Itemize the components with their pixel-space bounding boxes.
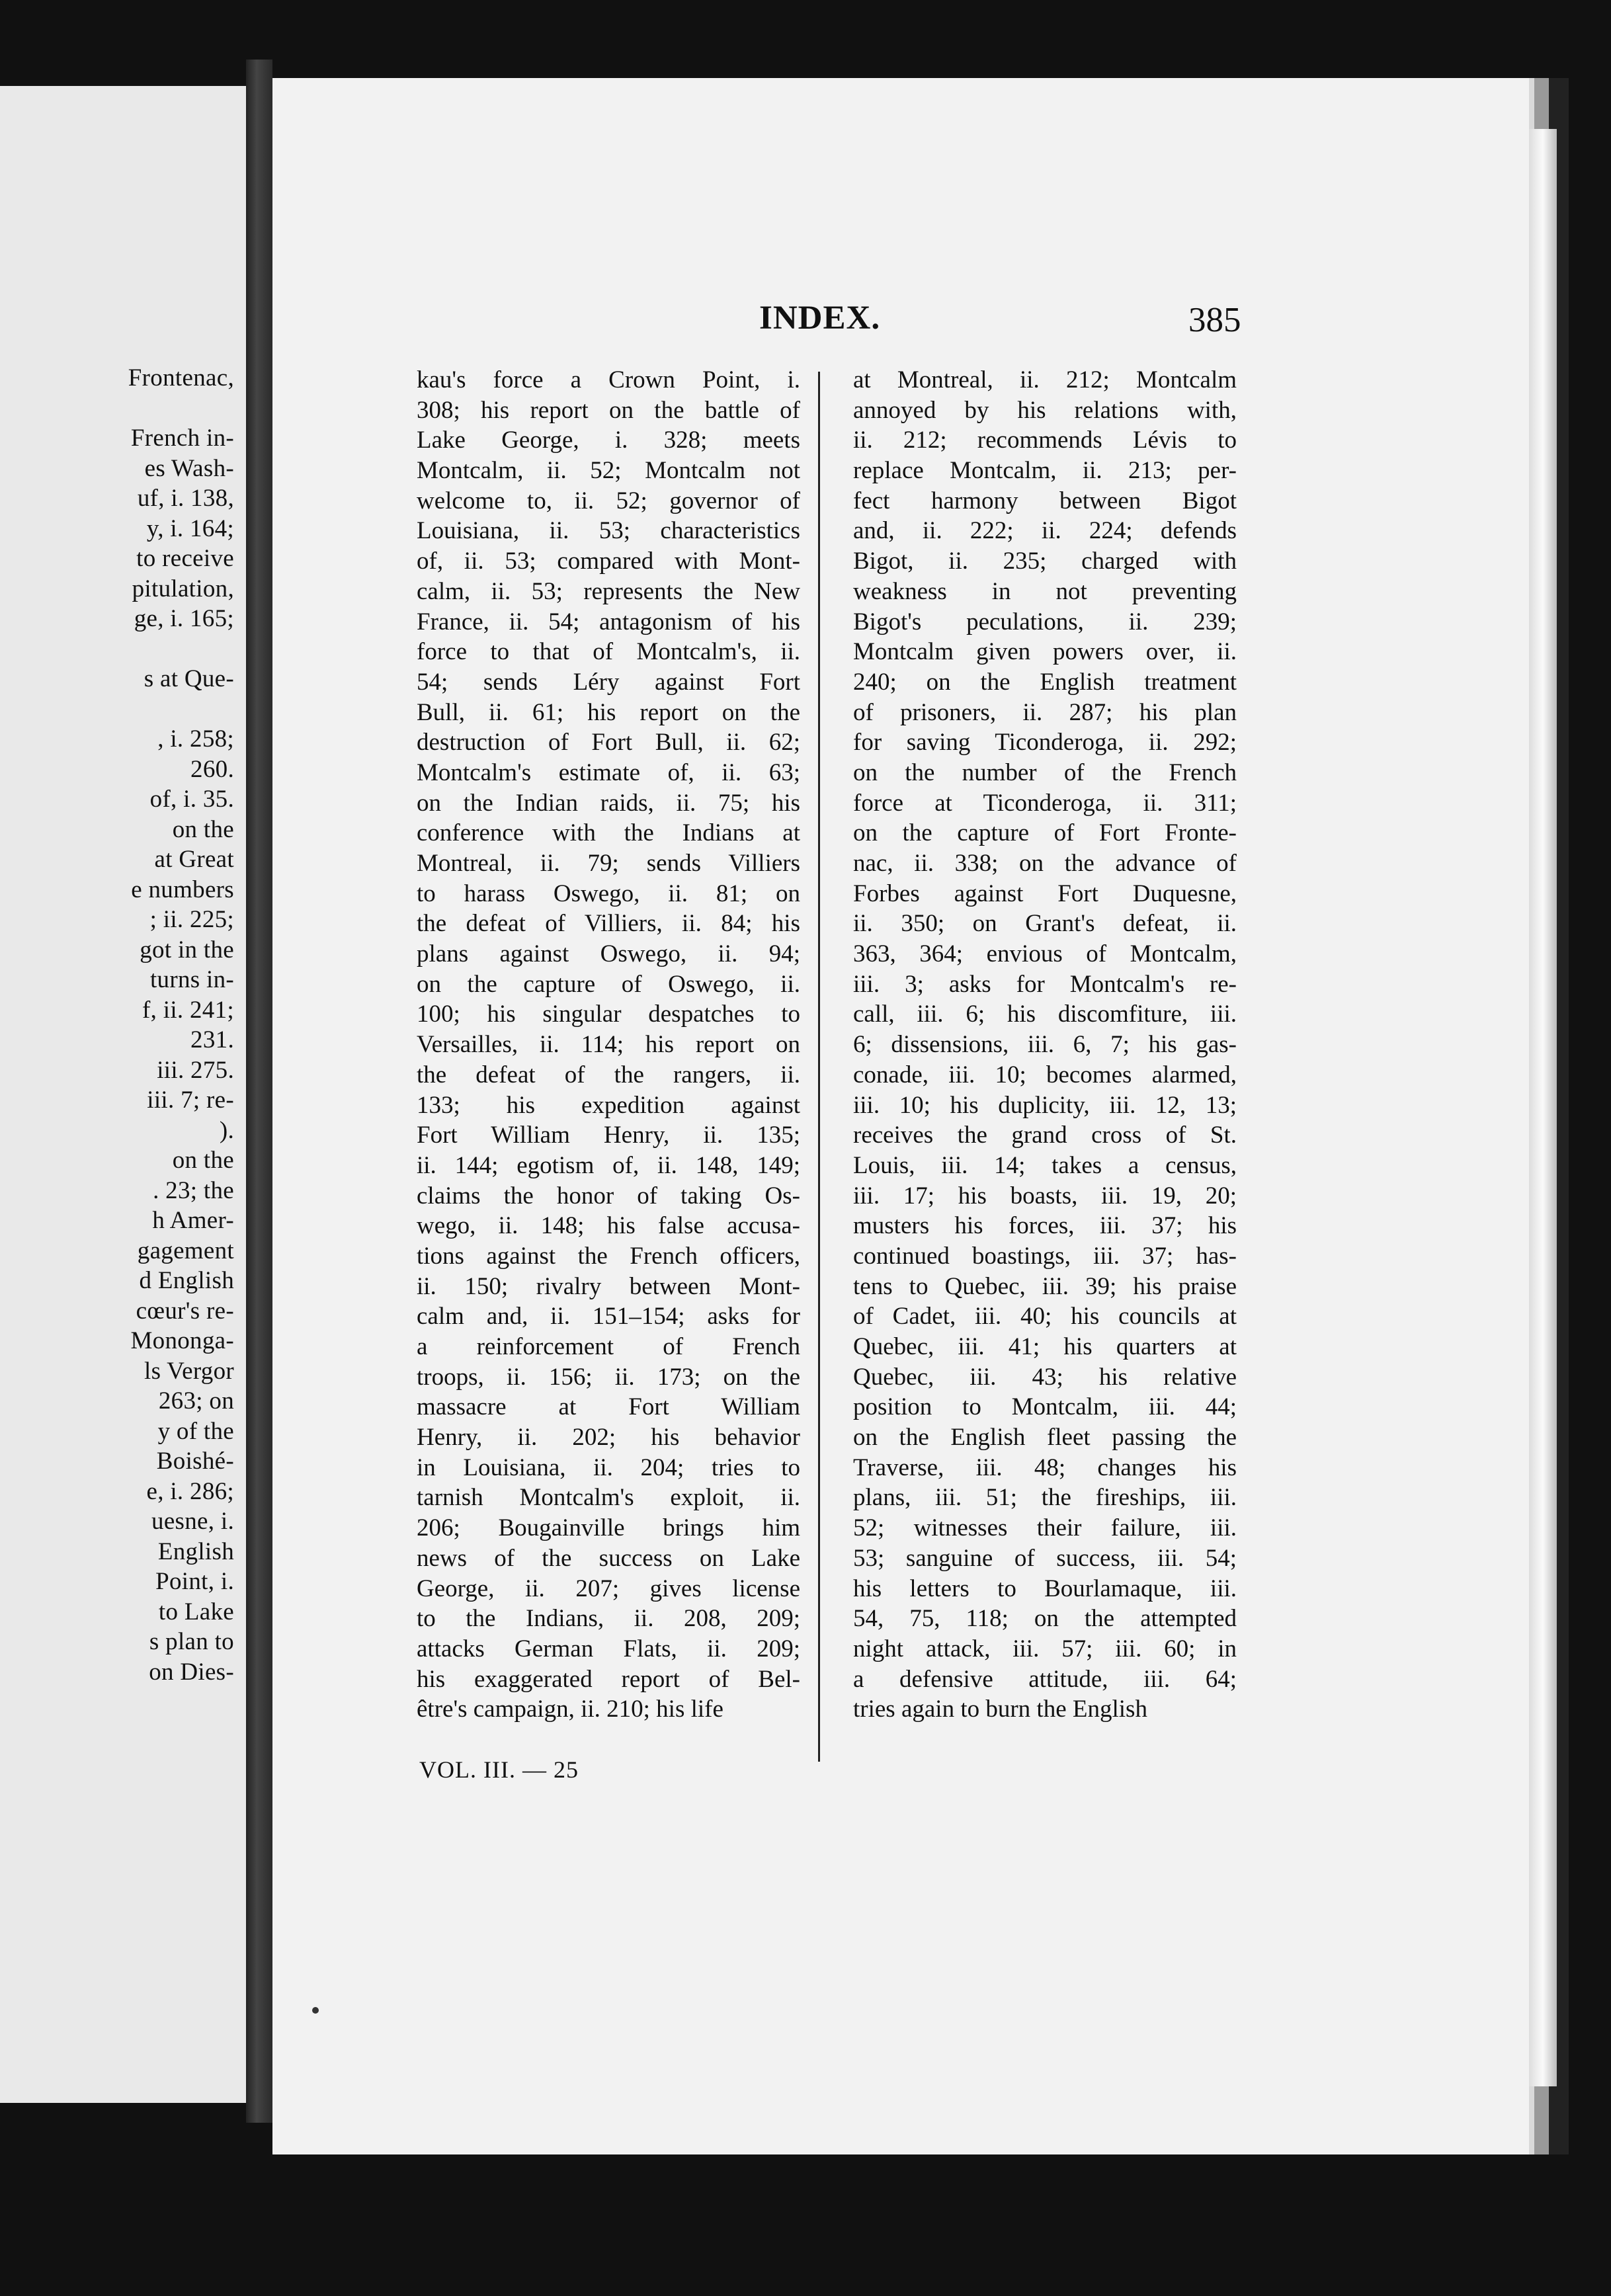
index-line: 133; his expedition against (417, 1091, 800, 1119)
index-line: for saving Ticonderoga, ii. 292; (853, 729, 1237, 757)
index-line: massacre at Fort William (417, 1393, 800, 1421)
index-line: claims the honor of taking Os- (417, 1182, 800, 1210)
index-line: Louis, iii. 14; takes a census, (853, 1151, 1237, 1179)
index-line: wego, ii. 148; his false accusa- (417, 1212, 800, 1240)
index-line: calm and, ii. 151–154; asks for (417, 1303, 800, 1331)
left-page-line: on Dies- (149, 1658, 234, 1686)
left-page-line: 263; on (158, 1387, 234, 1414)
index-line: of prisoners, ii. 287; his plan (853, 698, 1237, 726)
left-page-line: French in- (130, 425, 234, 452)
index-line: weakness in not preventing (853, 577, 1237, 605)
index-line: ii. 144; egotism of, ii. 148, 149; (417, 1151, 800, 1179)
index-line: 6; dissensions, iii. 6, 7; his gas- (853, 1031, 1237, 1059)
left-page-line: uesne, i. (151, 1508, 234, 1535)
index-line: destruction of Fort Bull, ii. 62; (417, 729, 800, 757)
index-line: on the number of the French (853, 758, 1237, 786)
index-line: force at Ticonderoga, ii. 311; (853, 789, 1237, 817)
left-page-line: 231. (190, 1026, 234, 1053)
index-line: 100; his singular despatches to (417, 1001, 800, 1028)
left-page-fragment (0, 86, 246, 2103)
left-page-line: on the (172, 815, 234, 843)
index-line: replace Montcalm, ii. 213; per- (853, 457, 1237, 485)
index-line: and, ii. 222; ii. 224; defends (853, 517, 1237, 545)
left-page-line: to receive (136, 545, 234, 572)
index-line: of Cadet, iii. 40; his councils at (853, 1303, 1237, 1331)
index-line: 53; sanguine of success, iii. 54; (853, 1544, 1237, 1572)
index-line: tries again to burn the English (853, 1696, 1147, 1723)
index-line: iii. 3; asks for Montcalm's re- (853, 970, 1237, 998)
index-line: conade, iii. 10; becomes alarmed, (853, 1061, 1237, 1088)
left-page-line: Mononga- (130, 1327, 234, 1354)
index-line: continued boastings, iii. 37; has- (853, 1242, 1237, 1270)
index-line: Bigot's peculations, ii. 239; (853, 608, 1237, 636)
index-line: musters his forces, iii. 37; his (853, 1212, 1237, 1240)
index-line: kau's force a Crown Point, i. (417, 366, 800, 393)
index-line: Traverse, iii. 48; changes his (853, 1454, 1237, 1481)
left-page-line: y of the (157, 1417, 234, 1445)
index-line: Quebec, iii. 43; his relative (853, 1363, 1237, 1391)
index-line: plans against Oswego, ii. 94; (417, 940, 800, 968)
index-line: 52; witnesses their failure, iii. (853, 1514, 1237, 1542)
index-line: his exaggerated report of Bel- (417, 1665, 800, 1693)
index-line: Bigot, ii. 235; charged with (853, 548, 1237, 575)
index-line: nac, ii. 338; on the advance of (853, 850, 1237, 877)
left-page-line: of, i. 35. (149, 786, 234, 813)
index-line: to the Indians, ii. 208, 209; (417, 1605, 800, 1633)
ink-dot (312, 2007, 319, 2014)
running-head-title: INDEX. (759, 300, 881, 337)
left-page-line: h Amer- (152, 1207, 234, 1234)
left-page-line: gagement (137, 1237, 234, 1264)
index-line: a reinforcement of French (417, 1333, 800, 1360)
left-page-line: ls Vergor (144, 1357, 234, 1385)
index-line: troops, ii. 156; ii. 173; on the (417, 1363, 800, 1391)
left-page-line: turns in- (149, 966, 234, 993)
index-line: attacks German Flats, ii. 209; (417, 1635, 800, 1662)
left-page-line: at Great (154, 846, 234, 873)
index-line: Montcalm given powers over, ii. (853, 638, 1237, 666)
index-line: position to Montcalm, iii. 44; (853, 1393, 1237, 1421)
index-line: Fort William Henry, ii. 135; (417, 1122, 800, 1149)
index-line: the defeat of the rangers, ii. (417, 1061, 800, 1088)
left-page-line: ; ii. 225; (149, 906, 234, 933)
index-line: receives the grand cross of St. (853, 1122, 1237, 1149)
index-line: tions against the French officers, (417, 1242, 800, 1270)
left-page-line: pitulation, (132, 575, 234, 602)
left-page-line: s at Que- (144, 665, 234, 692)
left-page-line: f, ii. 241; (142, 996, 234, 1024)
index-line: France, ii. 54; antagonism of his (417, 608, 800, 636)
index-line: tarnish Montcalm's exploit, ii. (417, 1484, 800, 1512)
left-page-line: d English (139, 1267, 234, 1294)
index-line: calm, ii. 53; represents the New (417, 577, 800, 605)
index-line: être's campaign, ii. 210; his life (417, 1696, 723, 1723)
page-edge (1529, 129, 1557, 2086)
left-page-line: 260. (190, 755, 234, 783)
index-line: annoyed by his relations with, (853, 396, 1237, 424)
index-line: Montcalm's estimate of, ii. 63; (417, 758, 800, 786)
index-line: in Louisiana, ii. 204; tries to (417, 1454, 800, 1481)
index-column-left (417, 365, 800, 1725)
index-line: Quebec, iii. 41; his quarters at (853, 1333, 1237, 1360)
index-line: a defensive attitude, iii. 64; (853, 1665, 1237, 1693)
index-line: 308; his report on the battle of (417, 396, 800, 424)
index-line: Lake George, i. 328; meets (417, 427, 800, 454)
index-line: news of the success on Lake (417, 1544, 800, 1572)
left-page-line: uf, i. 138, (137, 485, 234, 512)
index-column-right (853, 365, 1237, 1725)
index-line: iii. 17; his boasts, iii. 19, 20; (853, 1182, 1237, 1210)
index-line: Louisiana, ii. 53; characteristics (417, 517, 800, 545)
index-line: Bull, ii. 61; his report on the (417, 698, 800, 726)
index-line: conference with the Indians at (417, 819, 800, 847)
index-line: Versailles, ii. 114; his report on (417, 1031, 800, 1059)
left-page-line: s plan to (149, 1628, 234, 1655)
index-line: his letters to Bourlamaque, iii. (853, 1575, 1237, 1602)
index-line: Forbes against Fort Duquesne, (853, 880, 1237, 907)
left-page-line: on the (172, 1147, 234, 1174)
index-line: at Montreal, ii. 212; Montcalm (853, 366, 1237, 393)
left-page-line: e numbers (131, 876, 234, 903)
index-line: ii. 350; on Grant's defeat, ii. (853, 910, 1237, 938)
index-line: Henry, ii. 202; his behavior (417, 1424, 800, 1452)
left-page-line: y, i. 164; (146, 514, 234, 542)
left-page-line: iii. 275. (157, 1056, 234, 1084)
left-page-line: iii. 7; re- (147, 1086, 234, 1114)
left-page-line: Boishé- (156, 1448, 234, 1475)
left-page-line: got in the (140, 936, 234, 964)
left-page-line: Frontenac, (128, 364, 234, 391)
index-line: 54, 75, 118; on the attempted (853, 1605, 1237, 1633)
left-page-line: to Lake (158, 1598, 234, 1625)
left-page-line: ge, i. 165; (134, 605, 234, 632)
index-line: welcome to, ii. 52; governor of (417, 487, 800, 514)
left-page-line: English (157, 1538, 234, 1565)
index-line: 240; on the English treatment (853, 668, 1237, 696)
index-line: ii. 150; rivalry between Mont- (417, 1272, 800, 1300)
left-page-line: e, i. 286; (146, 1477, 234, 1505)
left-page-line: , i. 258; (157, 725, 234, 753)
index-line: tens to Quebec, iii. 39; his praise (853, 1272, 1237, 1300)
index-line: plans, iii. 51; the fireships, iii. (853, 1484, 1237, 1512)
index-line: 54; sends Léry against Fort (417, 668, 800, 696)
index-line: of, ii. 53; compared with Mont- (417, 548, 800, 575)
index-line: on the Indian raids, ii. 75; his (417, 789, 800, 817)
book-gutter (246, 60, 272, 2123)
index-line: force to that of Montcalm's, ii. (417, 638, 800, 666)
index-line: on the capture of Oswego, ii. (417, 970, 800, 998)
left-page-line: es Wash- (144, 454, 234, 482)
left-page-line: . 23; the (153, 1176, 234, 1204)
left-page-line: cœur's re- (136, 1297, 234, 1325)
index-line: call, iii. 6; his discomfiture, iii. (853, 1001, 1237, 1028)
index-line: Montreal, ii. 79; sends Villiers (417, 850, 800, 877)
index-line: to harass Oswego, ii. 81; on (417, 880, 800, 907)
left-page-line: ). (219, 1116, 234, 1144)
column-divider (818, 372, 820, 1762)
index-line: George, ii. 207; gives license (417, 1575, 800, 1602)
index-line: Montcalm, ii. 52; Montcalm not (417, 457, 800, 485)
index-line: on the capture of Fort Fronte- (853, 819, 1237, 847)
left-page-line: Point, i. (155, 1568, 234, 1595)
index-line: 363, 364; envious of Montcalm, (853, 940, 1237, 968)
index-line: 206; Bougainville brings him (417, 1514, 800, 1542)
index-line: fect harmony between Bigot (853, 487, 1237, 514)
index-line: night attack, iii. 57; iii. 60; in (853, 1635, 1237, 1662)
signature-mark: VOL. III. — 25 (419, 1756, 579, 1783)
page-number: 385 (1188, 301, 1241, 339)
index-line: iii. 10; his duplicity, iii. 12, 13; (853, 1091, 1237, 1119)
index-line: on the English fleet passing the (853, 1424, 1237, 1452)
index-line: ii. 212; recommends Lévis to (853, 427, 1237, 454)
index-line: the defeat of Villiers, ii. 84; his (417, 910, 800, 938)
